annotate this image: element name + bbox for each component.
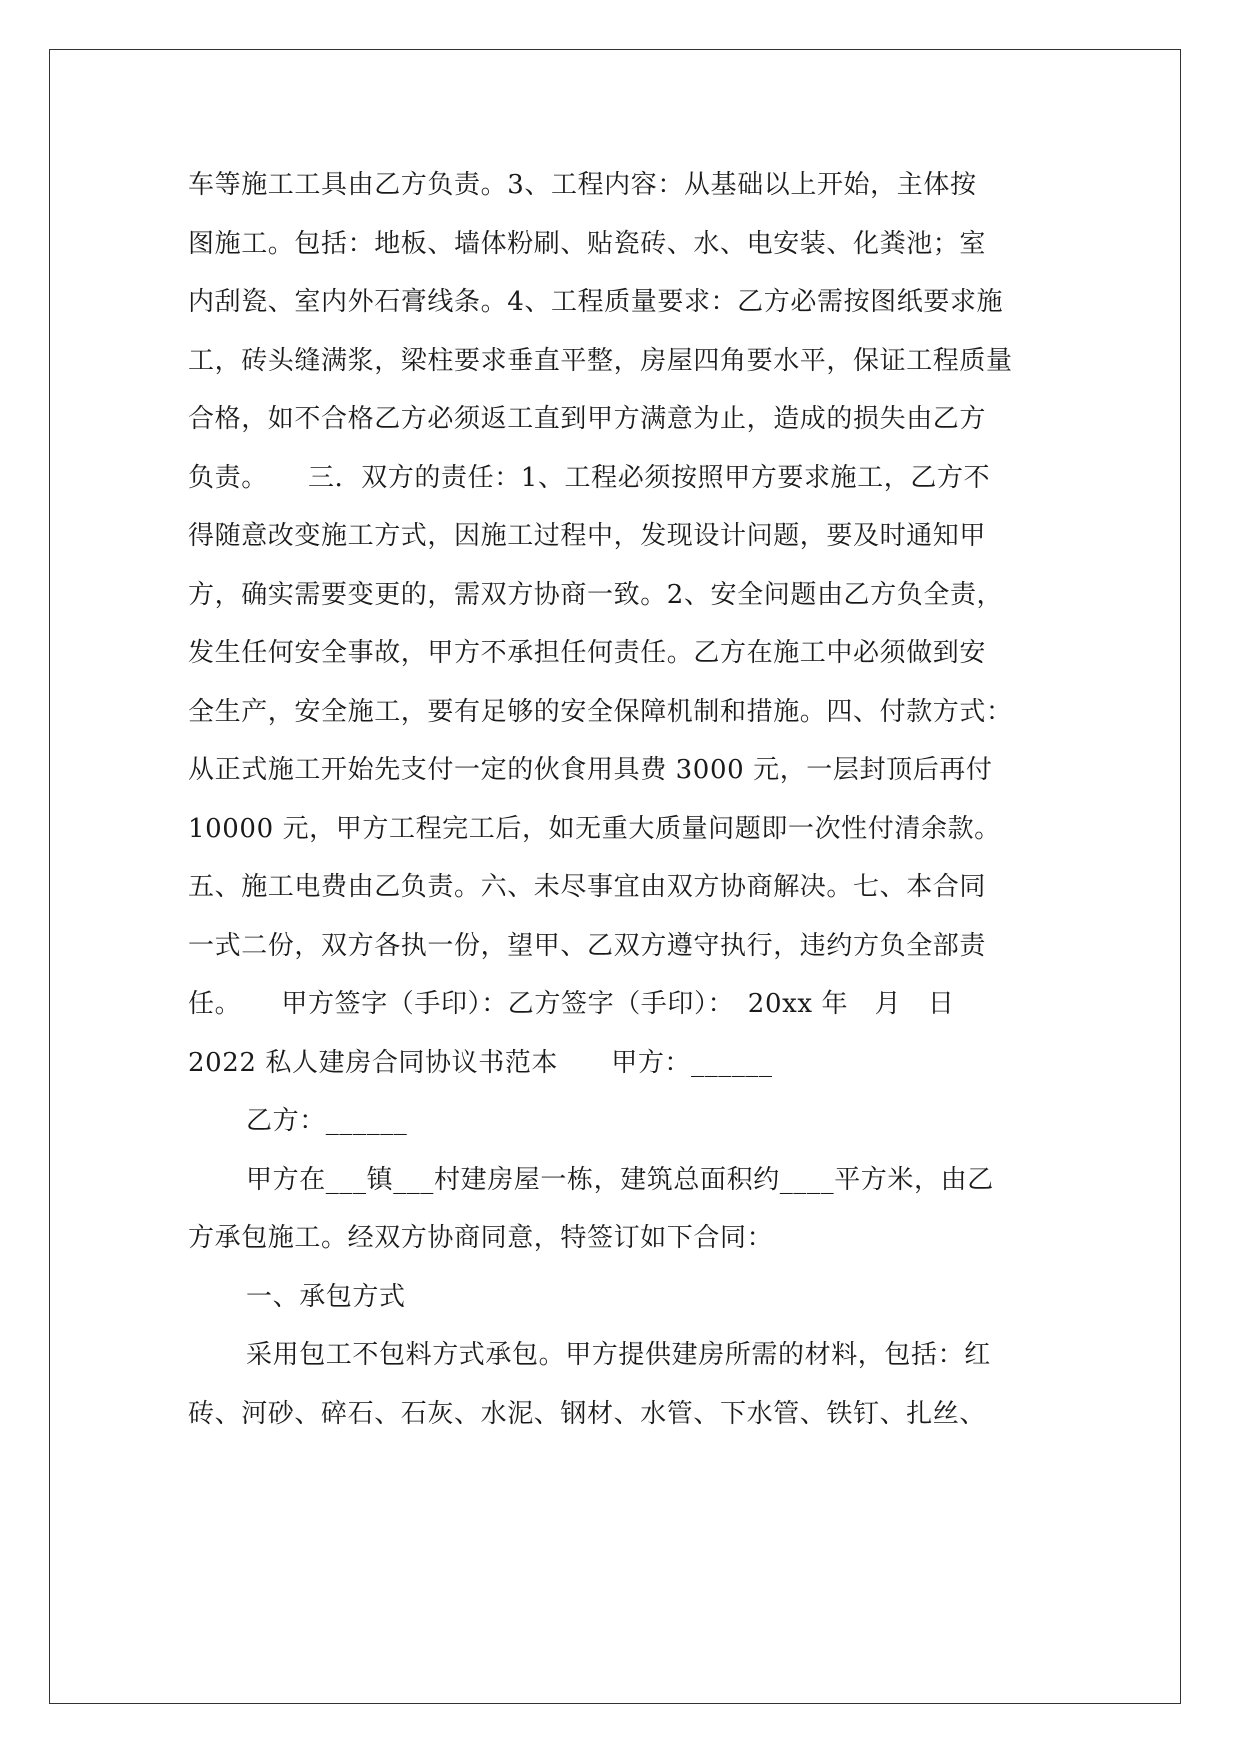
text-line: 一式二份，双方各执一份，望甲、乙双方遵守执行，违约方负全部责 [188,930,987,961]
text-line: 发生任何安全事故，甲方不承担任何责任。乙方在施工中必须做到安 [188,638,987,668]
party-b-line: 乙方：______ [246,1106,408,1136]
paragraph-line: 砖、河砂、碎石、石灰、水泥、钢材、水管、下水管、铁钉、扎丝、 [188,1398,987,1429]
text-line: 方，确实需要变更的，需双方协商一致。2、安全问题由乙方负全责， [188,579,1004,610]
text-line: 车等施工工具由乙方负责。3、工程内容：从基础以上开始，主体按 [188,170,977,200]
text-line: 工，砖头缝满浆，梁柱要求垂直平整，房屋四角要水平，保证工程质量 [188,345,1013,376]
document-body [188,156,1068,1443]
signature-line: 任。 甲方签字（手印）：乙方签字（手印）： 20xx 年 月 日 [188,989,955,1019]
paragraph-line: 方承包施工。经双方协商同意，特签订如下合同： [188,1223,774,1253]
text-line: 全生产，安全施工，要有足够的安全保障机制和措施。四、付款方式： [188,696,1013,727]
text-line: 10000 元，甲方工程完工后，如无重大质量问题即一次性付清余款。 [188,813,1001,844]
text-line: 内刮瓷、室内外石膏线条。4、工程质量要求：乙方必需按图纸要求施 [188,287,1004,317]
text-line: 负责。 三．双方的责任：1、工程必须按照甲方要求施工，乙方不 [188,462,991,493]
text-line: 得随意改变施工方式，因施工过程中，发现设计问题，要及时通知甲 [188,521,987,551]
section-heading: 一、承包方式 [246,1281,406,1312]
text-line: 合格，如不合格乙方必须返工直到甲方满意为止，造成的损失由乙方 [188,404,987,434]
contract-title-line: 2022 私人建房合同协议书范本 甲方：______ [188,1047,773,1078]
text-line: 从正式施工开始先支付一定的伙食用具费 3000 元，一层封顶后再付 [188,755,993,785]
paragraph-line: 采用包工不包料方式承包。甲方提供建房所需的材料，包括：红 [246,1340,991,1370]
paragraph-line: 甲方在___镇___村建房屋一栋，建筑总面积约____平方米，由乙 [246,1164,994,1195]
text-line: 五、施工电费由乙负责。六、未尽事宜由双方协商解决。七、本合同 [188,872,987,902]
text-line: 图施工。包括：地板、墙体粉刷、贴瓷砖、水、电安装、化粪池；室 [188,228,987,259]
